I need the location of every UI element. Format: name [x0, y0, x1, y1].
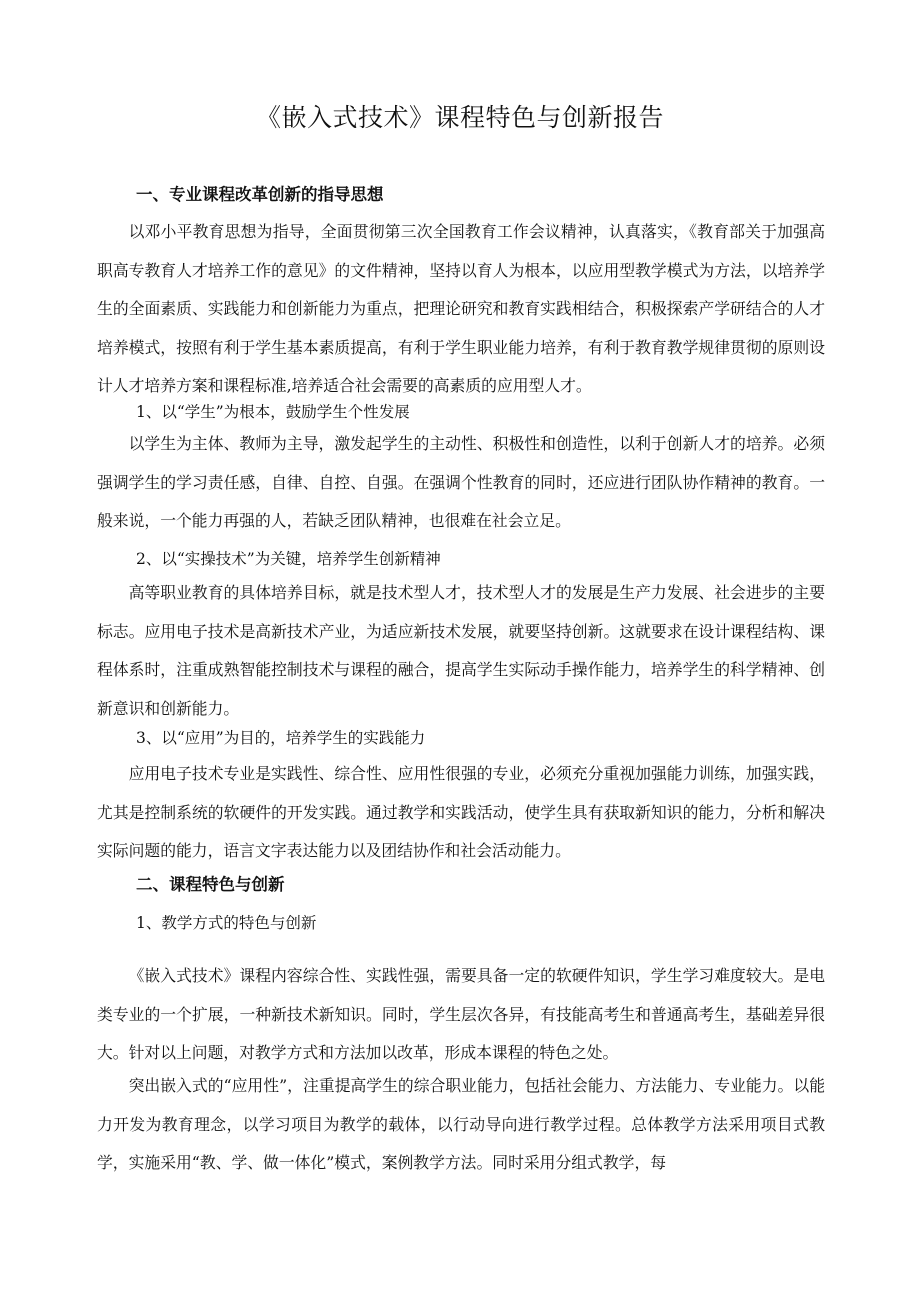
subsection-heading-practical-skills: 2、以“实操技术”为关键，培养学生创新精神: [136, 550, 441, 568]
paragraph-guiding-ideology: 以邓小平教育思想为指导，全面贯彻第三次全国教育工作会议精神，认真落实，《教育部关于加强高职高专教育人才培养工作的意见》的文件精神，坚持以育人为根本，以应用型教学模式为方法，以培养学生的全面素质、实践能力和创新能力为重点，把理论研究和教育实践相结合，积极探索产学研结合的人才培养模式，按照有利于学生基本素质提高，有利于学生职业能力培养，有利于教育教学规律贯彻的原则设计人才培养方案和课程标准,培养适合社会需要的高素质的应用型人才。: [97, 222, 825, 395]
paragraph-practical-skills: 高等职业教育的具体培养目标，就是技术型人才，技术型人才的发展是生产力发展、社会进步的主要标志。应用电子技术是高新技术产业，为适应新技术发展，就要坚持创新。这就要求在设计课程结构、课程体系时，注重成熟智能控制技术与课程的融合，提高学生实际动手操作能力，培养学生的科学精神、创新意识和创新能力。: [97, 583, 825, 718]
paragraph-teaching-method: 《嵌入式技术》课程内容综合性、实践性强，需要具备一定的软硬件知识，学生学习难度较大。是电类专业的一个扩展，一种新技术新知识。同时，学生层次各异，有技能高考生和普通高考生，基础差异很大。针对以上问题，对教学方式和方法加以改革，形成本课程的特色之处。: [97, 966, 825, 1062]
paragraph-teaching-method-continued: 突出嵌入式的“应用性”，注重提高学生的综合职业能力，包括社会能力、方法能力、专业能力。以能力开发为教育理念，以学习项目为教学的载体，以行动导向进行教学过程。总体教学方法采用项目式教学，实施采用“教、学、做一体化”模式，案例教学方法。同时采用分组式教学，每: [97, 1076, 825, 1172]
section-heading-features-innovation: 二、课程特色与创新: [136, 875, 285, 894]
subsection-heading-application: 3、以“应用”为目的，培养学生的实践能力: [136, 729, 426, 747]
paragraph-student-centered: 以学生为主体、教师为主导，激发起学生的主动性、积极性和创造性，以利于创新人才的培养。必须强调学生的学习责任感，自律、自控、自强。在强调个性教育的同时，还应进行团队协作精神的教育。一般来说，一个能力再强的人，若缺乏团队精神，也很难在社会立足。: [97, 434, 825, 530]
paragraph-application: 应用电子技术专业是实践性、综合性、应用性很强的专业，必须充分重视加强能力训练，加强实践，尤其是控制系统的软硬件的开发实践。通过教学和实践活动，使学生具有获取新知识的能力，分析和解决实际问题的能力，语言文字表达能力以及团结协作和社会活动能力。: [97, 764, 825, 860]
subsection-heading-teaching-method: 1、教学方式的特色与创新: [136, 914, 317, 932]
document-title: 《嵌入式技术》课程特色与创新报告: [255, 103, 664, 132]
subsection-heading-student-centered: 1、以“学生”为根本，鼓励学生个性发展: [136, 403, 410, 421]
section-heading-guiding-ideology: 一、专业课程改革创新的指导思想: [136, 185, 384, 204]
